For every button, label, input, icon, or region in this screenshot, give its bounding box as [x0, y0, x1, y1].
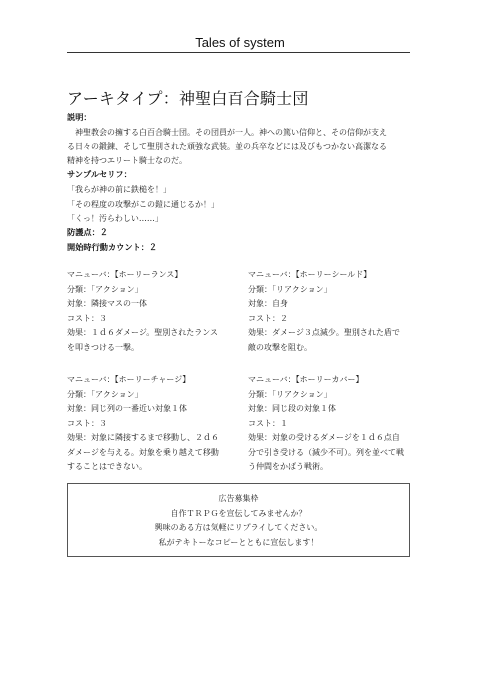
maneuver-effect: 敵の攻撃を阻む。 [248, 342, 312, 352]
maneuver-effect: ダメージを与える。対象を乗り越えて移動 [67, 447, 219, 457]
maneuver-name: マニューバ：【ホーリーチャージ】 [67, 375, 191, 384]
maneuver-card-holy-lance [67, 268, 237, 355]
maneuver-target: 対象：同じ段の対象１体 [248, 404, 336, 413]
maneuver-category: 分類：「アクション」 [67, 389, 143, 399]
maneuver-name: マニューバ：【ホーリーランス】 [67, 270, 183, 279]
archetype-title: アーキタイプ：神聖白百合騎士団 [67, 89, 309, 108]
maneuver-effect: う仲間をかばう戦術。 [248, 462, 328, 471]
header-rule [67, 52, 410, 53]
description-label: 説明： [67, 112, 92, 122]
ad-box [67, 483, 410, 557]
maneuver-cost: コスト：１ [248, 418, 288, 428]
maneuver-cost: コスト：３ [67, 418, 107, 428]
sample-lines-label: サンプルセリフ： [67, 169, 132, 179]
maneuver-effect: 効果：ダメージ３点減少。聖別された盾で [248, 328, 400, 337]
maneuver-target: 対象：自身 [248, 299, 288, 308]
maneuver-card-holy-shield [248, 268, 418, 355]
ad-heading: 広告募集枠 [218, 494, 259, 503]
sample-line: 「その程度の攻撃がこの鎧に通じるか！」 [67, 199, 219, 209]
initial-action-count: 開始時行動カウント：２ [67, 242, 158, 252]
maneuver-card-holy-cover [248, 373, 418, 475]
description-text [67, 126, 412, 168]
sample-line: 「くっ！汚らわしい……」 [67, 214, 163, 223]
maneuver-cost: コスト：３ [67, 313, 107, 323]
maneuver-effect: することはできない。 [67, 462, 147, 471]
maneuver-cost: コスト：２ [248, 313, 288, 323]
ad-text [68, 492, 409, 550]
description-line: 神聖教会の擁する白百合騎士団。その団員が一人。神への篤い信仰と、その信仰が支え [67, 128, 387, 137]
description-line: る日々の鍛錬、そして聖別された頑強な武装。並の兵卒などには及びもつかない高潔なる [67, 142, 387, 151]
header-title: Tales of system [195, 35, 285, 50]
maneuver-effect: 分で引き受ける（減少不可）。列を並べて戦 [248, 447, 404, 457]
sample-lines [67, 183, 219, 227]
sample-line: 「我らが神の前に鉄槌を！」 [67, 185, 171, 194]
maneuver-effect: 効果：対象の受けるダメージを１ｄ６点自 [248, 433, 400, 442]
ad-line: 私がテキトーなコピーとともに宣伝します！ [158, 537, 319, 547]
ad-line: 興味のある方は気軽にリプライしてください。 [154, 523, 323, 532]
maneuver-effect: を叩きつける一撃。 [67, 342, 139, 352]
defense-stat: 防護点：２ [67, 227, 108, 237]
maneuver-effect: 効果：対象に隣接するまで移動し、２ｄ６ [67, 433, 219, 442]
maneuver-category: 分類：「リアクション」 [248, 284, 332, 294]
maneuver-effect: 効果：１ｄ６ダメージ。聖別されたランス [67, 328, 218, 337]
maneuver-category: 分類：「リアクション」 [248, 389, 332, 399]
maneuver-name: マニューバ：【ホーリーカバー】 [248, 375, 364, 384]
maneuver-target: 対象：隣接マスの一体 [67, 299, 147, 308]
description-line: 精神を持つエリート騎士なのだ。 [67, 156, 187, 165]
maneuver-target: 対象：同じ列の一番近い対象１体 [67, 404, 187, 413]
maneuver-category: 分類：「アクション」 [67, 284, 143, 294]
maneuver-card-holy-charge [67, 373, 237, 475]
ad-line: 自作ＴＲＰＧを宣伝してみませんか？ [170, 508, 307, 518]
maneuver-name: マニューバ：【ホーリーシールド】 [248, 270, 372, 279]
